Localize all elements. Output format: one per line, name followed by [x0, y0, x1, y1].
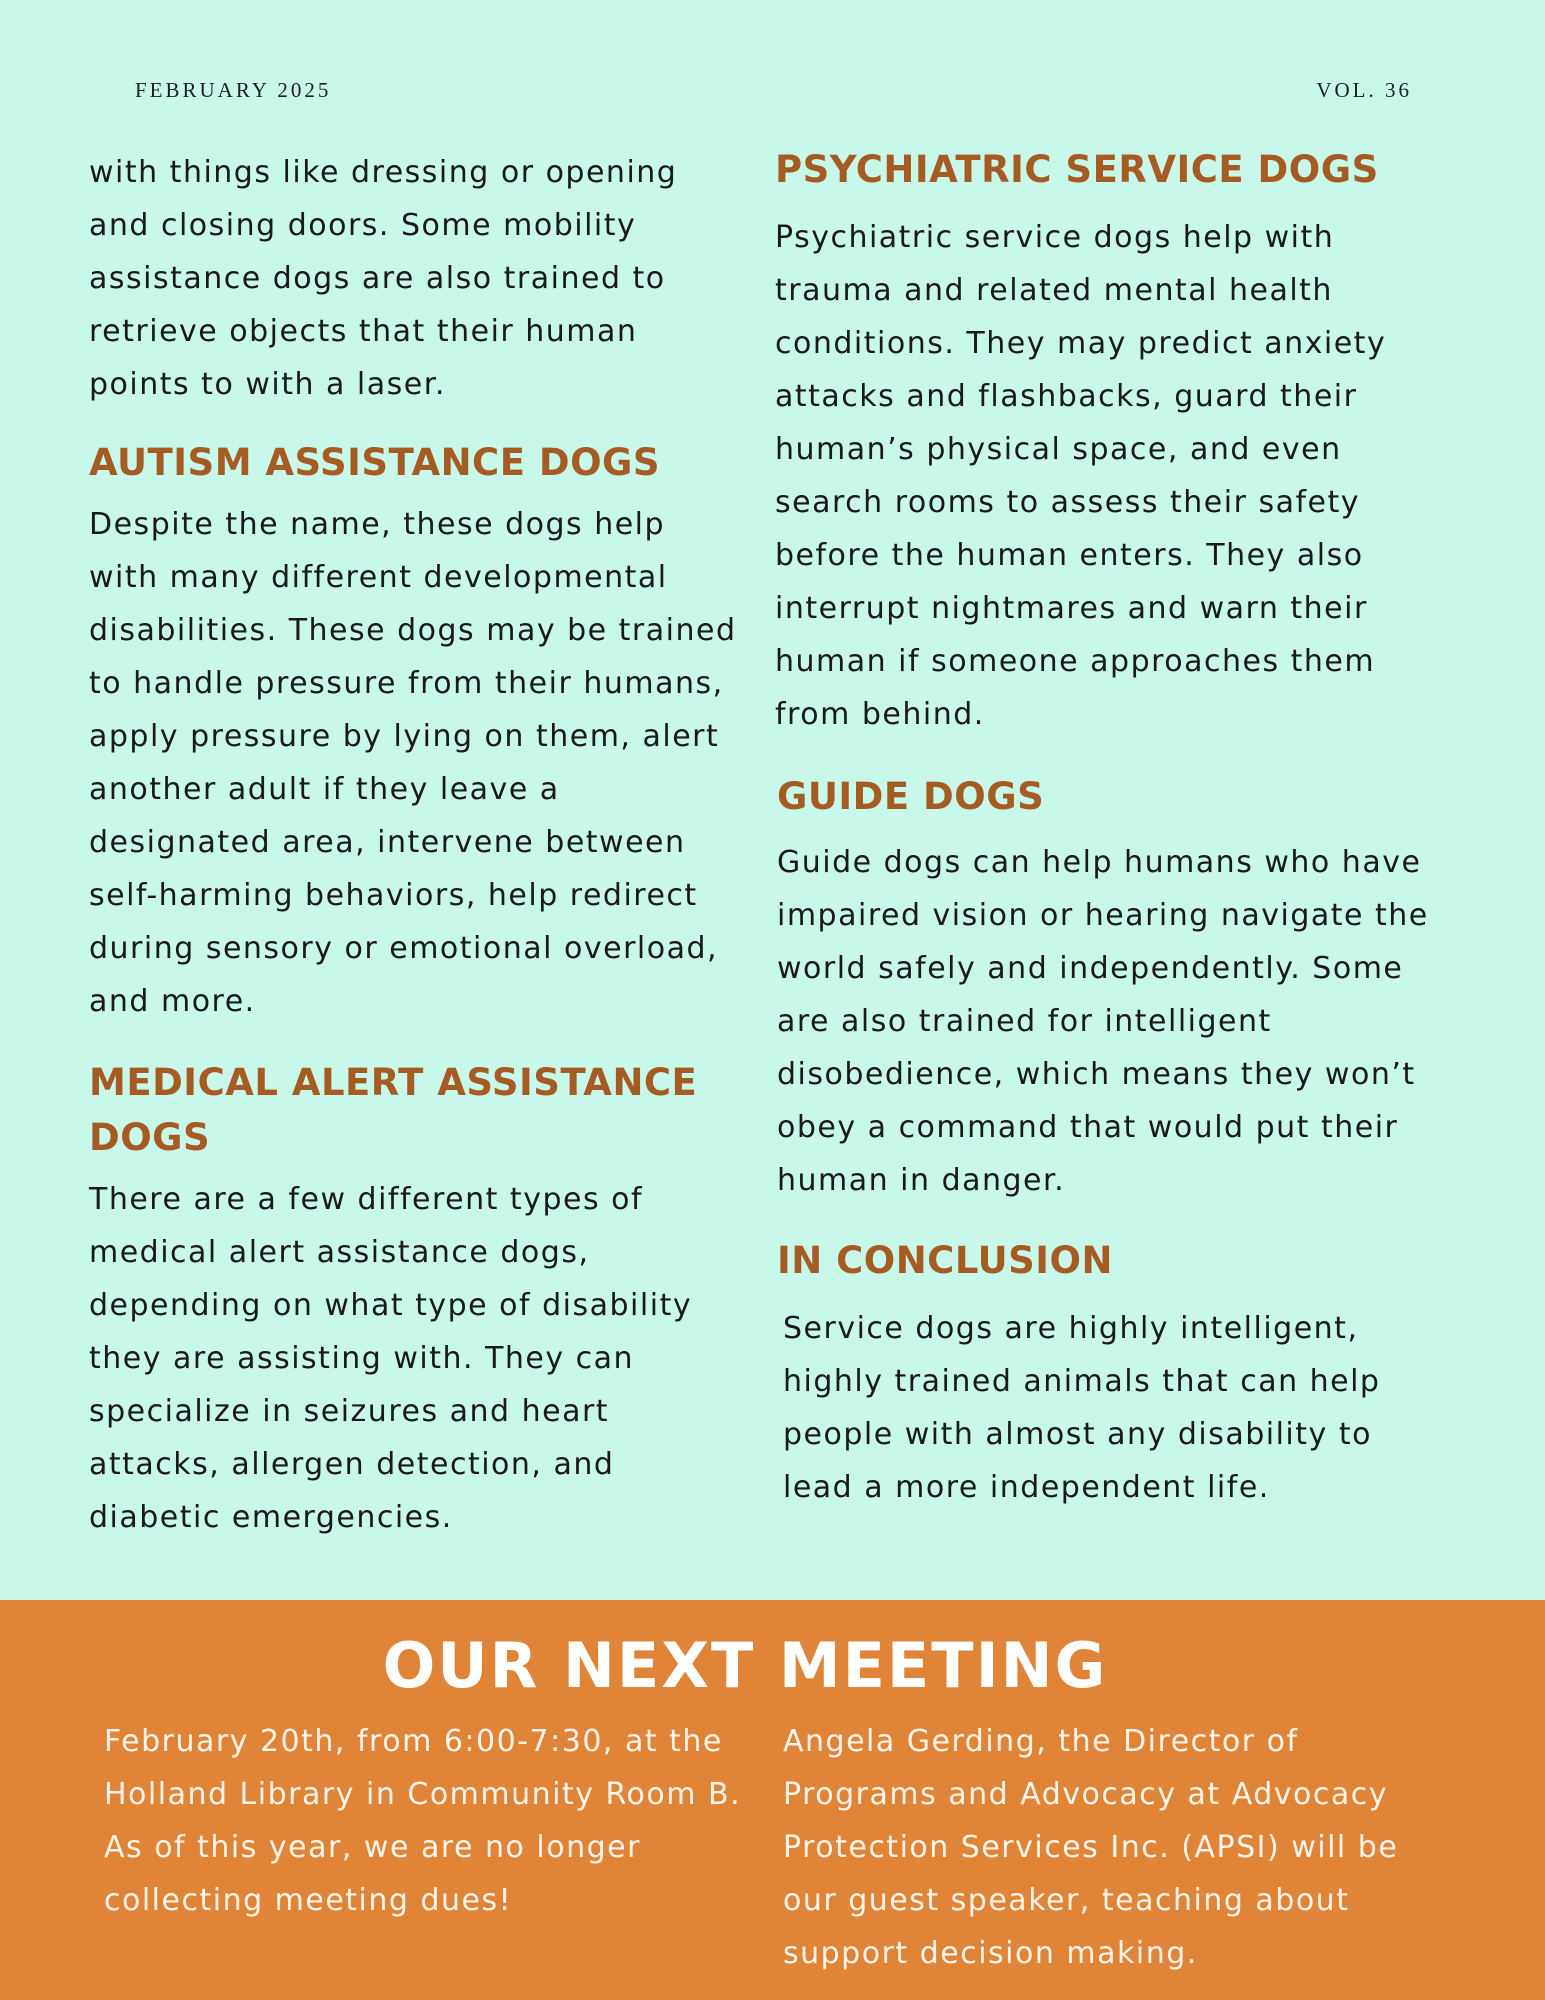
conclusion-text: Service dogs are highly intelligent, highly trained animals that can help people with almost any disability to lead a more independent life.	[783, 1311, 1381, 1505]
conclusion-section	[777, 1233, 1437, 1514]
mobility-text: with things like dressing or opening and closing doors. Some mobility assistance dogs are also trained to retrieve objects that their human points to with a laser.	[89, 155, 678, 402]
autism-heading: AUTISM ASSISTANCE DOGS	[89, 441, 661, 484]
psychiatric-heading: PSYCHIATRIC SERVICE DOGS	[775, 148, 1379, 191]
psychiatric-section	[775, 142, 1435, 741]
next-meeting-banner	[0, 1600, 1545, 2000]
volume-number: VOL. 36	[1316, 78, 1412, 102]
guide-heading: GUIDE DOGS	[777, 775, 1045, 818]
guest-speaker-text: Angela Gerding, the Director of Programs and Advocacy at Advocacy Protection Services Inc. (APSI) will be our guest speaker, teaching about support decision making.	[783, 1724, 1399, 1971]
autism-section	[89, 435, 739, 1028]
issue-date: FEBRUARY 2025	[135, 78, 332, 102]
mobility-continuation	[89, 146, 739, 411]
next-meeting-title: OUR NEXT MEETING	[382, 1629, 1108, 1702]
medical-text: There are a few different types of medical alert assistance dogs, depending on what type of disability they are assisting with. They can specialize in seizures and heart attacks, allergen detection, and diabetic emergencies.	[89, 1182, 693, 1535]
guide-section	[777, 769, 1437, 1207]
medical-heading: MEDICAL ALERT ASSISTANCE DOGS	[89, 1061, 698, 1159]
medical-section	[89, 1055, 739, 1544]
meeting-details-text: February 20th, from 6:00-7:30, at the Holland Library in Community Room B. As of this year, we are no longer collecting meeting dues!	[104, 1724, 742, 1918]
conclusion-heading: IN CONCLUSION	[777, 1239, 1113, 1282]
guide-text: Guide dogs can help humans who have impaired vision or hearing navigate the world safely and independently. Some are also trained for intelligent disobedience, which means they won’t obey a command that would put their human in danger.	[777, 845, 1429, 1198]
autism-text: Despite the name, these dogs help with many different developmental disabilities. These dogs may be trained to handle pressure from their humans, apply pressure by lying on them, alert another adult if they leave a designated area, intervene between self-harming behaviors, help redirect during sensory or emotional overload, and more.	[89, 507, 737, 1019]
psychiatric-text: Psychiatric service dogs help with trauma and related mental health conditions. They may predict anxiety attacks and flashbacks, guard their human’s physical space, and even search rooms to assess their safety before the human enters. They also interrupt nightmares and warn their human if someone approaches them from behind.	[775, 220, 1387, 732]
